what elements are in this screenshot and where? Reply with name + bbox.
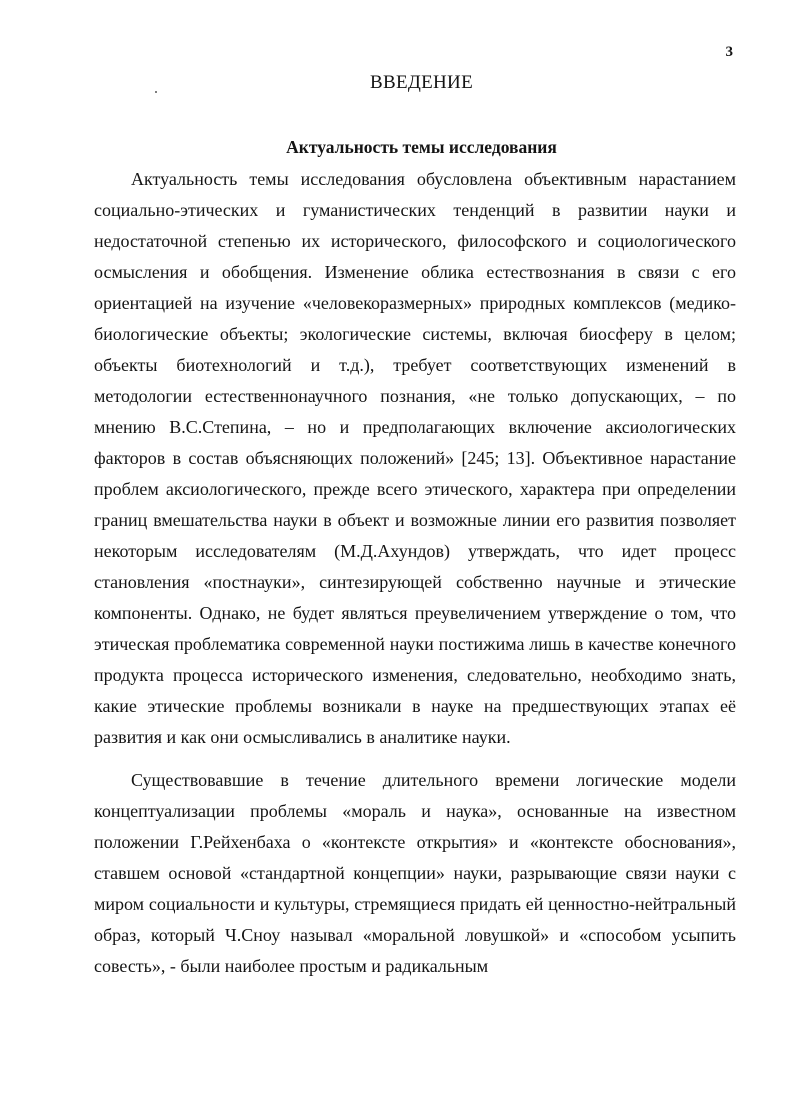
page-number: 3 [725, 44, 733, 60]
page-title: ВВЕДЕНИЕ [370, 72, 473, 93]
paragraph-2: Существовавшие в течение длительного времени логические модели концептуализации проблемы «мораль и наука», основанные на известном положении Г.Рейхенбаха о «контексте открытия» и «контексте обоснования», ставшем основой «стандартной концепции» науки, разрывающие связи науки с миром социальности и культуры, стремящиеся придать ей ценностно-нейтральный образ, который Ч.Сноу называл «моральной ловушкой» и «способом усыпить совесть», - были наиболее простым и радикальным [94, 770, 736, 976]
paragraph-1: Актуальность темы исследования обусловлена объективным нарастанием социально-этических и гуманистических тенденций в развитии науки и недостаточной степенью их исторического, философского и социологического осмысления и обобщения. Изменение облика естествознания в связи с его ориентацией на изучение «человекоразмерных» природных комплексов (медико-биологические объекты; экологические системы, включая биосферу в целом; объекты биотехнологий и т.д.), требует соответствующих изменений в методологии естественнонаучного познания, «не только допускающих, – по мнению В.С.Степина, – но и предполагающих включение аксиологических факторов в состав объясняющих положений» [245; 13]. Объективное нарастание проблем аксиологического, прежде всего этического, характера при определении границ вмешательства науки в объект и возможные линии его развития позволяет некоторым исследователям (М.Д.Ахундов) утверждать, что идет процесс становления «постнауки», синтезирующей собственно научные и этические компоненты. Однако, не будет являться преувеличением утверждение о том, что этическая проблематика современной науки постижима лишь в качестве конечного продукта процесса исторического изменения, следовательно, необходимо знать, какие этические проблемы возникали в науке на предшествующих этапах её развития и как они осмысливались в аналитике науки. [94, 169, 736, 747]
body-text [94, 164, 736, 982]
section-heading: Актуальность темы исследования [286, 137, 557, 157]
